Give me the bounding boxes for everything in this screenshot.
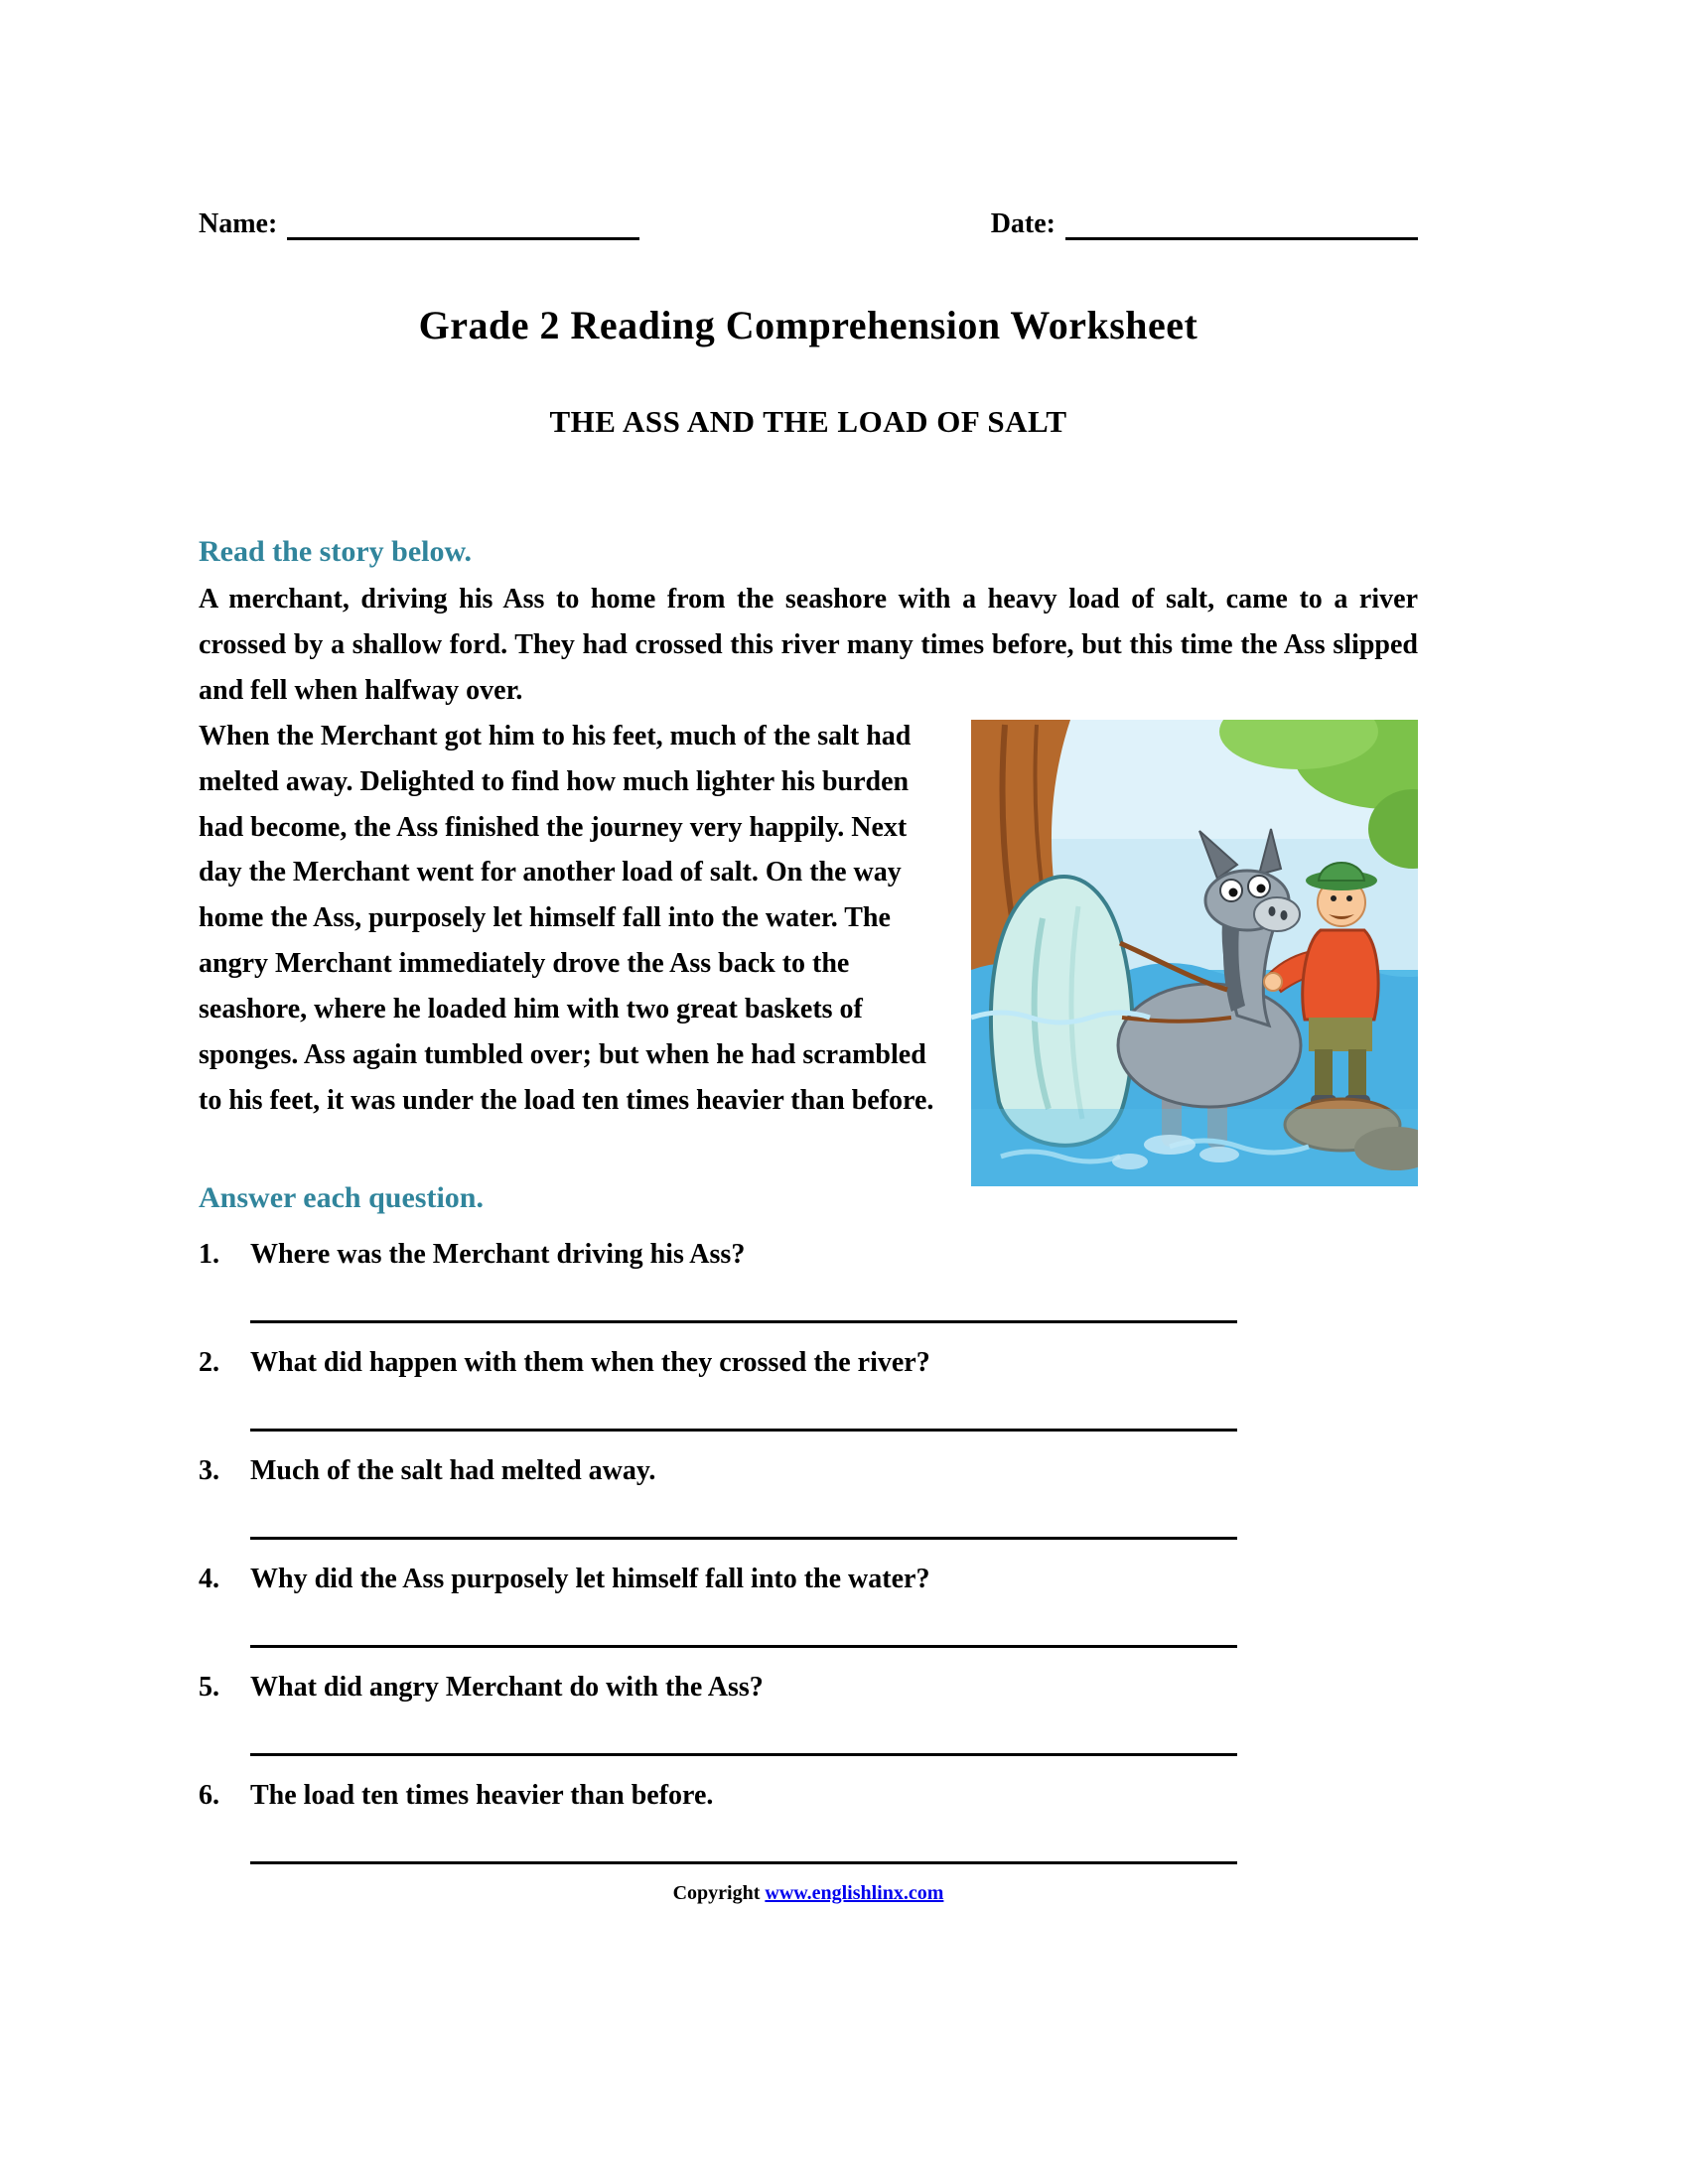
answer-blank-line-3 [250,1537,1237,1540]
question-item-3 [199,1455,1418,1487]
answer-blank-line-6 [250,1861,1237,1864]
question-item-4 [199,1564,1418,1595]
question-number: 6. [199,1779,219,1811]
story-title: THE ASS AND THE LOAD OF SALT [549,404,1067,439]
copyright-link[interactable]: www.englishlinx.com [765,1881,944,1904]
questions-section [199,1181,1418,1864]
name-label: Name: [199,208,278,239]
date-label: Date: [990,208,1055,239]
story-illustration [971,720,1418,1186]
question-text: What did angry Merchant do with the Ass? [250,1671,764,1703]
question-number: 3. [199,1454,219,1486]
question-number: 5. [199,1671,219,1703]
answer-blank-line-2 [250,1429,1237,1432]
name-date-row [199,208,1418,240]
question-text: Why did the Ass purposely let himself fall into the water? [250,1563,930,1594]
name-field [199,208,639,240]
story-paragraph-1: A merchant, driving his Ass to home from the seashore with a heavy load of salt, came to a river crossed by a shallow ford. They had crossed this river many times before, but this time the Ass slipped and fell when halfway over. [199,584,1418,706]
date-blank-line [1065,210,1418,240]
question-number: 4. [199,1563,219,1594]
answer-blank-line-4 [250,1645,1237,1648]
answer-blank-line-5 [250,1753,1237,1756]
question-number: 2. [199,1346,219,1378]
worksheet-title: Grade 2 Reading Comprehension Worksheet [418,303,1198,347]
questions-heading: Answer each question. [199,1180,484,1214]
question-item-2 [199,1347,1418,1379]
question-item-1 [199,1239,1418,1271]
copyright-label: Copyright [672,1881,761,1904]
question-item-6 [199,1780,1418,1812]
question-item-5 [199,1672,1418,1704]
story-heading: Read the story below. [199,535,472,568]
question-text: The load ten times heavier than before. [250,1779,714,1811]
answer-blank-line-1 [250,1320,1237,1323]
name-blank-line [287,210,639,240]
story-section [199,535,1418,1124]
question-text: Where was the Merchant driving his Ass? [250,1238,746,1270]
question-text: Much of the salt had melted away. [250,1454,656,1486]
story-paragraph-2: When the Merchant got him to his feet, much of the salt had melted away. Delighted to find how much lighter his burden had become, the Ass finished the journey very happily. Next day the Merchant went for another load of salt. On the way home the Ass, purposely let himself fall into the water. The angry Merchant immediately drove the Ass back to the seashore, where he loaded him with two great baskets of sponges. Ass again tumbled over; but when he had scrambled to his feet, it was under the load ten times heavier than before. [199,720,934,1116]
story-paragraph-2-wrap [199,714,1418,1124]
footer [199,1882,1418,1905]
question-text: What did happen with them when they crossed the river? [250,1346,930,1378]
question-number: 1. [199,1238,219,1270]
donkey-merchant-river-image [971,720,1418,1186]
date-field [991,208,1418,240]
